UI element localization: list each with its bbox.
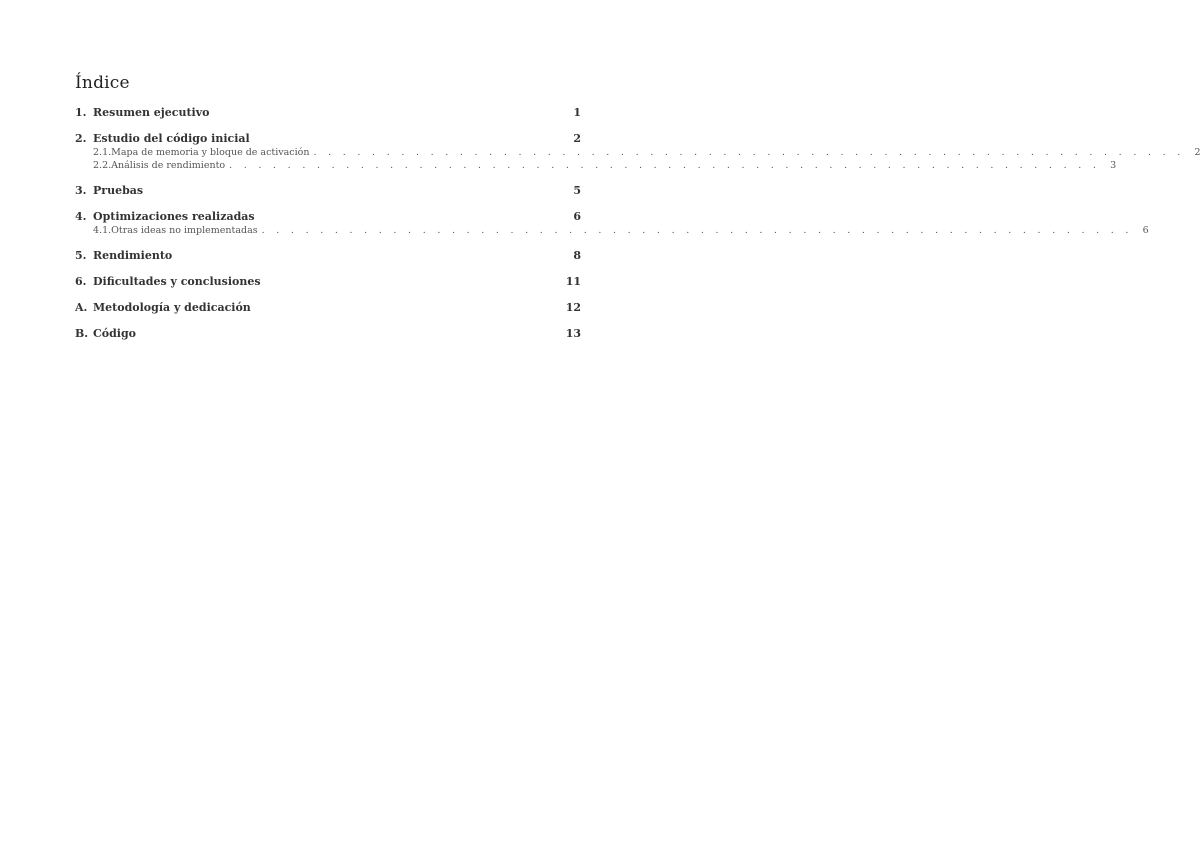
toc-section-row[interactable] [75, 105, 581, 120]
section-page-number: 13 [565, 327, 581, 340]
section-title: Metodología y dedicación [93, 301, 251, 314]
dot-leader: . . . . . . . . . . . . . . . . . . . . . . . . . . . . . . . . . . . . . . . . . . . . . . . . . . . . . . . . . . . . [313, 147, 1185, 158]
toc-heading: Índice [75, 73, 130, 93]
subsection-number: 2.1. [93, 147, 112, 158]
section-title: Resumen ejecutivo [93, 106, 210, 119]
section-number: A. [75, 301, 88, 314]
subsection-title: Análisis de rendimiento [111, 160, 226, 171]
section-number: 5. [75, 249, 87, 262]
section-page-number: 1 [573, 106, 581, 119]
toc-section [75, 326, 581, 341]
toc-section [75, 274, 581, 289]
section-page-number: 2 [573, 132, 581, 145]
subsection-page-number: 6 [1142, 225, 1149, 236]
toc-section-row[interactable] [75, 248, 581, 263]
toc-section-row[interactable] [75, 326, 581, 341]
toc-section-row[interactable] [75, 300, 581, 315]
section-number: 4. [75, 210, 87, 223]
section-page-number: 12 [565, 301, 581, 314]
section-title: Rendimiento [93, 249, 173, 262]
table-of-contents [75, 105, 1201, 352]
section-page-number: 8 [573, 249, 581, 262]
section-number: 6. [75, 275, 87, 288]
toc-section-row[interactable] [75, 209, 581, 224]
section-title: Estudio del código inicial [93, 132, 250, 145]
toc-section [75, 183, 581, 198]
section-page-number: 5 [573, 184, 581, 197]
section-number: 1. [75, 106, 87, 119]
toc-section [75, 248, 581, 263]
toc-section [75, 105, 581, 120]
toc-section-row[interactable] [75, 274, 581, 289]
section-number: 2. [75, 132, 87, 145]
subsection-page-number: 3 [1110, 160, 1117, 171]
subsection-number: 2.2. [93, 160, 112, 171]
subsection-number: 4.1. [93, 225, 112, 236]
subsection-title: Mapa de memoria y bloque de activación [111, 147, 310, 158]
section-title: Dificultades y conclusiones [93, 275, 261, 288]
toc-section-row[interactable] [75, 183, 581, 198]
section-number: 3. [75, 184, 87, 197]
toc-subsection-row[interactable] [75, 146, 1201, 159]
toc-section-row[interactable] [75, 131, 581, 146]
toc-section [75, 300, 581, 315]
subsection-page-number: 2 [1194, 147, 1201, 158]
toc-subsection-row[interactable] [75, 159, 1117, 172]
toc-section [75, 209, 1149, 237]
toc-section [75, 131, 1201, 172]
section-title: Pruebas [93, 184, 144, 197]
subsection-title: Otras ideas no implementadas [111, 225, 258, 236]
section-number: B. [75, 327, 89, 340]
section-page-number: 6 [573, 210, 581, 223]
dot-leader: . . . . . . . . . . . . . . . . . . . . . . . . . . . . . . . . . . . . . . . . . . . . . . . . . . . . . . . . . . . . [261, 225, 1133, 236]
toc-subsection-row[interactable] [75, 224, 1149, 237]
section-title: Código [93, 327, 136, 340]
section-page-number: 11 [565, 275, 581, 288]
dot-leader: . . . . . . . . . . . . . . . . . . . . . . . . . . . . . . . . . . . . . . . . . . . . . . . . . . . . . . . . . . . . [229, 160, 1101, 171]
section-title: Optimizaciones realizadas [93, 210, 255, 223]
